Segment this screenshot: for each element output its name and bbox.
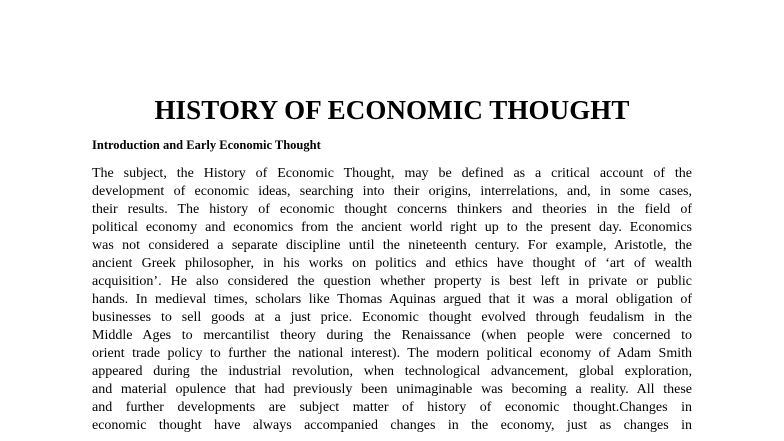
paragraph-line: The subject, the History of Economic Thought, may be defined as a critical account of the bbox=[92, 166, 692, 181]
paragraph-line: and further developments are subject matter of history of economic thought.Changes in bbox=[92, 400, 692, 415]
paragraph-line: businesses to sell goods at a just price. Economic thought evolved through feudalism in the bbox=[92, 310, 692, 325]
paragraph-line: acquisition’. He also considered the question whether property is best left in private or public bbox=[92, 274, 692, 289]
paragraph-line: Middle Ages to mercantilist theory during the Renaissance (when people were concerned to bbox=[92, 328, 692, 343]
paragraph-line: and material opulence that had previously been unimaginable was becoming a reality. All these bbox=[92, 382, 692, 397]
paragraph-line: their results. The history of economic thought concerns thinkers and theories in the field of bbox=[92, 202, 692, 217]
paragraph-line: was not considered a separate discipline until the nineteenth century. For example, Aristotle, the bbox=[92, 238, 692, 253]
body-paragraph bbox=[92, 165, 692, 435]
paragraph-line: political economy and economics from the ancient world right up to the present day. Economics bbox=[92, 220, 692, 235]
section-heading: Introduction and Early Economic Thought bbox=[92, 138, 321, 152]
paragraph-line: appeared during the industrial revolution, when technological advancement, global exploration, bbox=[92, 364, 692, 379]
paragraph-line: orient trade policy to further the national interest). The modern political economy of Adam Smith bbox=[92, 346, 692, 361]
paragraph-line: hands. In medieval times, scholars like Thomas Aquinas argued that it was a moral obligation of bbox=[92, 292, 692, 307]
paragraph-line: economic thought have always accompanied changes in the economy, just as changes in bbox=[92, 418, 692, 433]
document-title: HISTORY OF ECONOMIC THOUGHT bbox=[154, 95, 630, 125]
paragraph-line: ancient Greek philosopher, in his works on politics and ethics have thought of ‘art of wealth bbox=[92, 256, 692, 271]
paragraph-line: development of economic ideas, searching into their origins, interrelations, and, in some cases, bbox=[92, 184, 692, 199]
